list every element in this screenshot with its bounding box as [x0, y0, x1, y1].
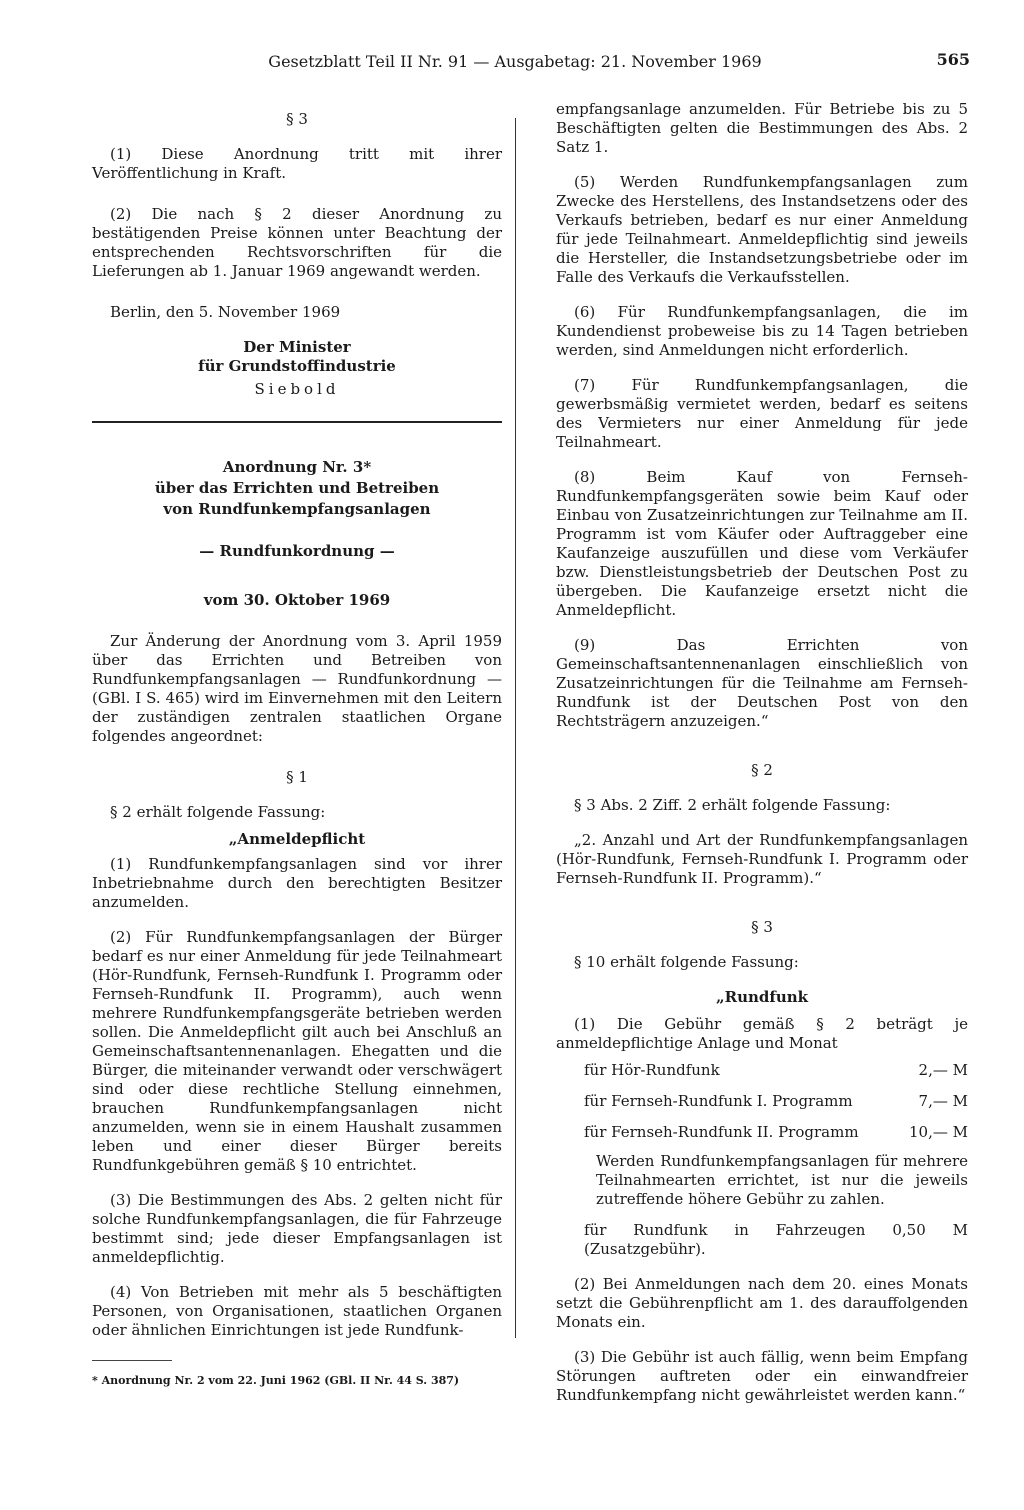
ordinance-title-line-2: über das Errichten und Betreiben: [154, 479, 440, 497]
footnote: * Anordnung Nr. 2 vom 22. Juni 1962 (GBl. II Nr. 44 S. 387): [92, 1374, 460, 1387]
footnote-rule: [92, 1360, 172, 1361]
section-3-para-1: (1) Diese Anordnung tritt mit ihrer Veröffentlichung in Kraft.: [92, 145, 502, 182]
section-1-para-1: (1) Rundfunkempfangsanlagen sind vor ihrer Inbetriebnahme durch den berechtigten Besitzer anzumelden.: [92, 855, 502, 911]
section-1-subheading: „Anmeldepflicht: [228, 830, 366, 848]
fee-row: [556, 1061, 968, 1080]
section-3-intro: § 10 erhält folgende Fassung:: [574, 953, 799, 971]
fee-row: [556, 1123, 968, 1142]
para-9: (9) Das Errichten von Gemeinschaftsantennenanlagen einschließlich von Zusatzeinrichtungen für die Teilnahme am Fernseh-Rundfunk ist der Deutschen Post von den Rechtsträgern anzuzeigen.“: [556, 636, 968, 730]
signature-title-2: für Grundstoffindustrie: [198, 357, 396, 375]
fee-para-2: (2) Bei Anmeldungen nach dem 20. eines Monats setzt die Gebührenpflicht am 1. des darauffolgenden Monats ein.: [556, 1275, 968, 1331]
ordinance-subtitle: — Rundfunkordnung —: [199, 542, 395, 560]
fee-para-1: (1) Die Gebühr gemäß § 2 beträgt je anmeldepflichtige Anlage und Monat: [556, 1015, 968, 1052]
ordinance-date: vom 30. Oktober 1969: [203, 591, 391, 609]
page-header: [60, 50, 970, 82]
ordinance-intro: Zur Änderung der Anordnung vom 3. April 1959 über das Errichten und Betreiben von Rundfunkempfangsanlagen — Rundfunkordnung — (GBl. I S. 465) wird im Einvernehmen mit den Leitern der zuständigen zentralen staatlichen Organe folgendes angeordnet:: [92, 632, 502, 745]
fee-label: für Hör-Rundfunk: [584, 1061, 720, 1079]
signature-name: Siebold: [254, 380, 340, 398]
fee-amount: 7,— M: [918, 1092, 968, 1110]
ordinance-title-line-1: Anordnung Nr. 3*: [222, 458, 372, 476]
fee-amount: 10,— M: [909, 1123, 968, 1141]
para-8: (8) Beim Kauf von Fernseh-Rundfunkempfangsgeräten sowie beim Kauf oder Einbau von Zusatzeinrichtungen zur Teilnahme am II. Programm ist vom Käufer oder Auftraggeber eine Kaufanzeige auszufüllen und diese vom Verkäufer bzw. Dienstleistungsbetrieb der Deutschen Post zu übergeben. Die Kaufanzeige ersetzt nicht die Anmeldepflicht.: [556, 468, 968, 619]
vehicle-fee: für Rundfunk in Fahrzeugen 0,50 M (Zusatzgebühr).: [584, 1221, 968, 1258]
section-2-text: „2. Anzahl und Art der Rundfunkempfangsanlagen (Hör-Rundfunk, Fernseh-Rundfunk I. Programm oder Fernseh-Rundfunk II. Programm).“: [556, 831, 968, 887]
section-1-heading: § 1: [286, 768, 308, 786]
para-5: (5) Werden Rundfunkempfangsanlagen zum Zwecke des Herstellens, des Instandsetzens oder des Verkaufs betrieben, bedarf es nur einer Anmeldung für jede Teilnahmeart. Anmeldepflichtig sind jeweils die Hersteller, die Instandsetzungsbetriebe oder im Falle des Verkaufs die Verkaufsstellen.: [556, 173, 968, 286]
place-date: Berlin, den 5. November 1969: [110, 303, 341, 321]
section-divider: [92, 421, 502, 423]
para-6: (6) Für Rundfunkempfangsanlagen, die im Kundendienst probeweise bis zu 14 Tagen betrieben werden, sind Anmeldungen nicht erforderlich.: [556, 303, 968, 359]
section-3-para-2: (2) Die nach § 2 dieser Anordnung zu bestätigenden Preise können unter Beachtung der entsprechenden Rechtsvorschriften für die Lieferungen ab 1. Januar 1969 angewandt werden.: [92, 205, 502, 280]
left-column: [92, 100, 502, 1390]
section-1-intro: § 2 erhält folgende Fassung:: [110, 803, 326, 821]
section-1-para-2: (2) Für Rundfunkempfangsanlagen der Bürger bedarf es nur einer Anmeldung für jede Teilnahmeart (Hör-Rundfunk, Fernseh-Rundfunk I. Programm oder Fernseh-Rundfunk II. Programm), auch wenn mehrere Rundfunkempfangsgeräte betrieben werden sollen. Die Anmeldepflicht gilt auch bei Anschluß an Gemeinschaftsantennenanlagen. Ehegatten und die Bürger, die miteinander verwandt oder verschwägert sind oder diese rechtliche Stellung einnehmen, brauchen Rundfunkempfangsanlagen nicht anzumelden, wenn sie in einem Haushalt zusammen leben und einer dieser Bürger bereits Rundfunkgebühren gemäß § 10 entrichtet.: [92, 928, 502, 1174]
continued-para: empfangsanlage anzumelden. Für Betriebe bis zu 5 Beschäftigten gelten die Bestimmungen des Abs. 2 Satz 1.: [556, 100, 968, 156]
section-3-heading: § 3: [286, 110, 308, 128]
signature-title-1: Der Minister: [243, 338, 351, 356]
fee-label: für Fernseh-Rundfunk I. Programm: [584, 1092, 853, 1110]
fee-note: Werden Rundfunkempfangsanlagen für mehrere Teilnahmearten errichtet, ist nur die jeweils zutreffende höhere Gebühr zu zahlen.: [596, 1152, 968, 1208]
ordinance-title-line-3: von Rundfunkempfangsanlagen: [163, 500, 431, 518]
page-number: 565: [936, 50, 970, 69]
column-divider: [515, 118, 516, 1338]
fee-amount: 2,— M: [918, 1061, 968, 1079]
fee-table: [556, 1061, 968, 1142]
section-3-heading-right: § 3: [751, 918, 773, 936]
right-column: [556, 100, 968, 1405]
fee-label: für Fernseh-Rundfunk II. Programm: [584, 1123, 859, 1141]
header-title: Gesetzblatt Teil II Nr. 91 — Ausgabetag: 21. November 1969: [268, 52, 762, 71]
fee-row: [556, 1092, 968, 1111]
ordinance-title: [92, 457, 502, 520]
section-1-para-3: (3) Die Bestimmungen des Abs. 2 gelten nicht für solche Rundfunkempfangsanlagen, die für Fahrzeuge bestimmt sind; jede dieser Empfangsanlagen ist anmeldepflichtig.: [92, 1191, 502, 1266]
section-2-intro: § 3 Abs. 2 Ziff. 2 erhält folgende Fassung:: [574, 796, 891, 814]
fee-para-3: (3) Die Gebühr ist auch fällig, wenn beim Empfang Störungen auftreten oder ein einwandfreier Rundfunkempfang nicht gewährleistet werden kann.“: [556, 1348, 968, 1404]
section-3-subheading: „Rundfunk: [715, 988, 809, 1006]
para-7: (7) Für Rundfunkempfangsanlagen, die gewerbsmäßig vermietet werden, bedarf es seitens des Vermieters nur einer Anmeldung für jede Teilnahmeart.: [556, 376, 968, 451]
section-1-para-4: (4) Von Betrieben mit mehr als 5 beschäftigten Personen, von Organisationen, staatlichen Organen oder ähnlichen Einrichtungen ist jede Rundfunk-: [92, 1283, 502, 1339]
section-2-heading: § 2: [751, 761, 773, 779]
